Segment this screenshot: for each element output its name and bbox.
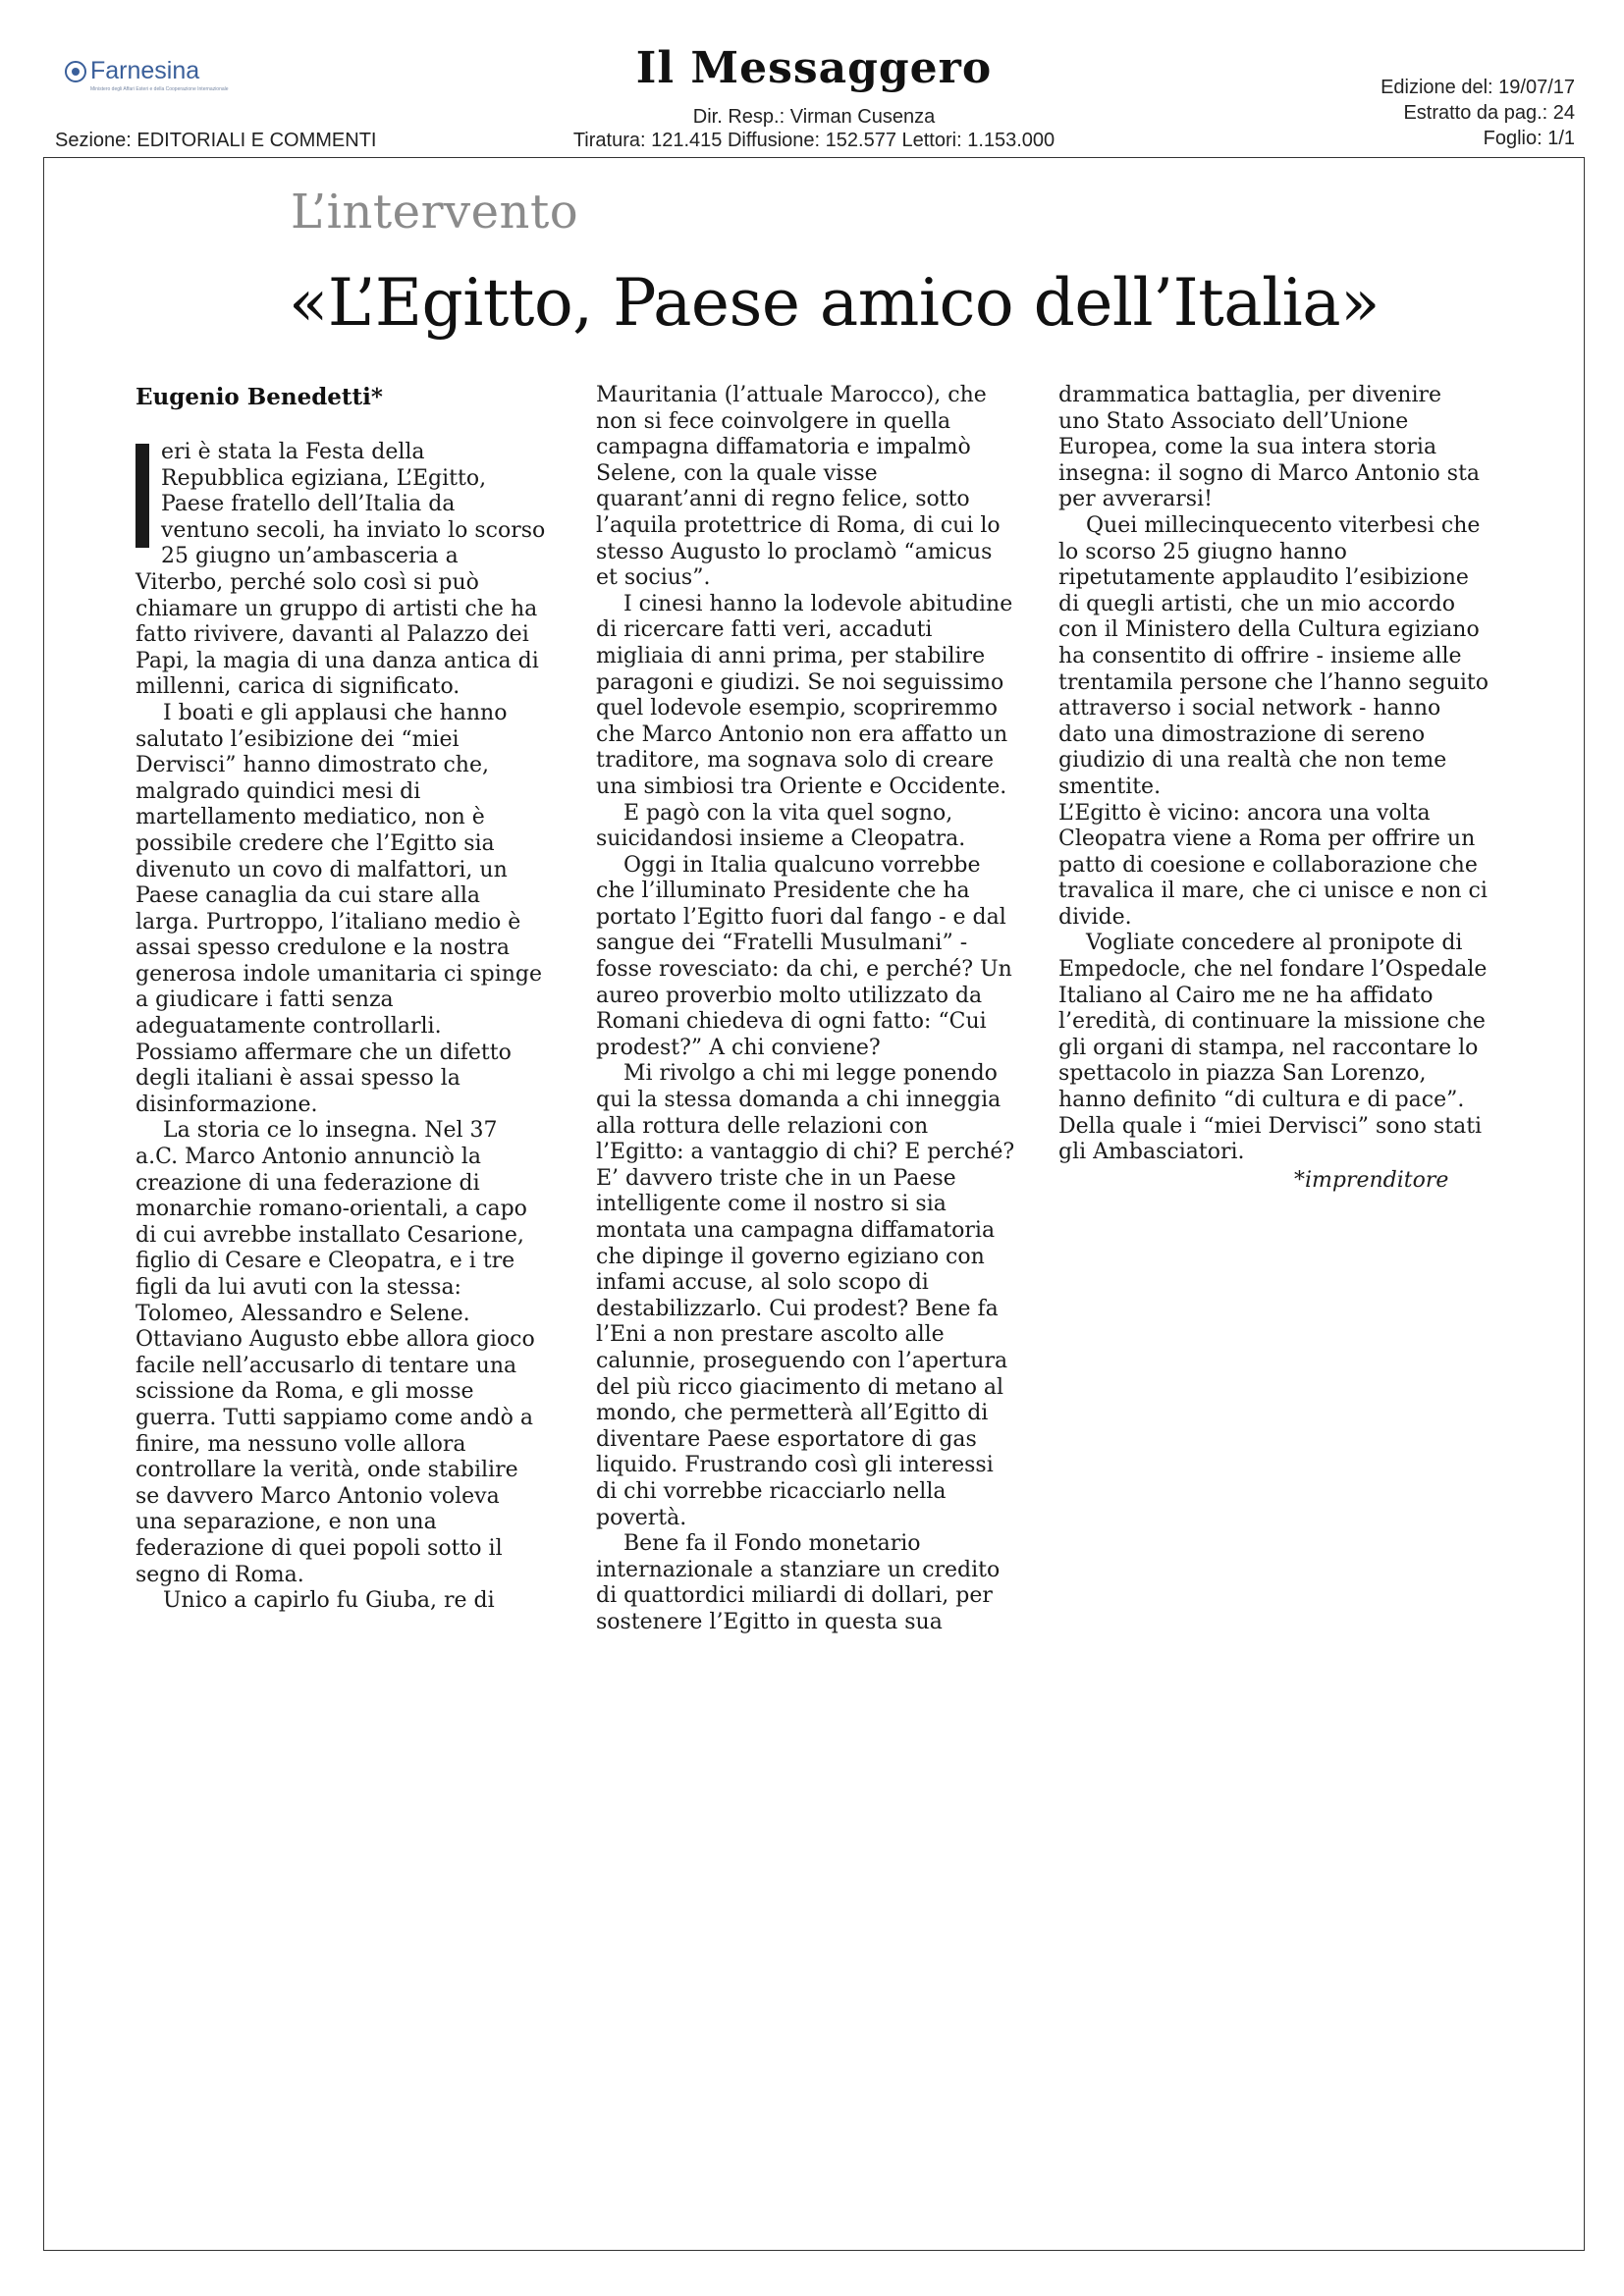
sheet-number: Foglio: 1/1 — [1483, 128, 1575, 149]
director-line: Dir. Resp.: Virman Cusenza — [692, 106, 936, 128]
paragraph: L’Egitto è vicino: ancora una volta Cleopatra viene a Roma per offrire un patto di coesione e collaborazione che travalica il mare, che ci unisce e non ci divide. — [1058, 800, 1488, 930]
paragraph: Unico a capirlo fu Giuba, re di — [163, 1588, 495, 1614]
dropcap-initial — [135, 444, 149, 548]
paragraph: I boati e gli applausi che hanno salutato l’esibizione dei “miei Dervisci” hanno dimostrato che, malgrado quindici mesi di martellamento mediatico, non è possibile credere che l’Egitto sia divenuto un covo di malfattori, un Paese canaglia da cui stare alla larga. Purtroppo, l’italiano medio è assai spesso credulone e la nostra generosa indole umanitaria ci spinge a giudicare i fatti senza adeguatamente controllarli. Possiamo affermare che un difetto degli italiani è assai spesso la disinformazione. — [135, 700, 543, 1117]
paragraph: E pagò con la vita quel sogno, suicidandosi insieme a Cleopatra. — [596, 800, 966, 852]
circulation-stats: Tiratura: 121.415 Diffusione: 152.577 Lettori: 1.153.000 — [572, 130, 1056, 151]
paragraph-text: eri è stata la Festa della Repubblica egiziana, L’Egitto, Paese fratello dell’Italia da ventuno secoli, ha inviato lo scorso 25 giugno un’ambasceria a Viterbo, perché solo così si può chiamare un gruppo di artisti che ha fatto rivivere, davanti al Palazzo dei Papi, la magia di una danza antica di millenni, carica di significato. — [135, 440, 546, 700]
paragraph: Mi rivolgo a chi mi legge ponendo qui la stessa domanda a chi inneggia alla rottura delle relazioni con l’Egitto: a vantaggio di chi? E perché? E’ davvero triste che in un Paese intelligente come il nostro si sia montata una campagna diffamatoria che dipinge il governo egiziano con infami accuse, al solo scopo di destabilizzarlo. Cui prodest? Bene fa l’Eni a non prestare ascolto alle calunnie, proseguendo con l’apertura del più ricco giacimento di metano al mondo, che permetterà all’Egitto di diventare Paese esportatore di gas liquido. Frustrando così gli interessi di chi vorrebbe ricacciarlo nella povertà. — [596, 1061, 1015, 1530]
article-rubric: L’intervento — [291, 185, 579, 240]
masthead — [593, 39, 1035, 129]
logo-tagline: Ministero degli Affari Esteri e della Cooperazione Internazionale — [90, 86, 229, 92]
newspaper-name: Il Messaggero — [635, 43, 993, 93]
paragraph: La storia ce lo insegna. Nel 37 a.C. Marco Antonio annunciò la creazione di una federazione di monarchie romano-orientali, a capo di cui avrebbe installato Cesarione, figlio di Cesare e Cleopatra, e i tre figli da lui avuti con la stessa: Tolomeo, Alessandro e Selene. Ottaviano Augusto ebbe allora gioco facile nell’accusarlo di tentare una scissione da Roma, e gli mosse guerra. Tutti sappiamo come andò a finire, ma nessuno volle allora controllare la verità, onde stabilire se davvero Marco Antonio voleva una separazione, e non una federazione di quei popoli sotto il segno di Roma. — [135, 1118, 535, 1587]
paragraph: Quei millecinquecento viterbesi che lo scorso 25 giugno hanno ripetutamente applaudito l’esibizione di quegli artisti, che un mio accordo con il Ministero della Cultura egiziano ha consentito di offrire - insieme alle trentamila persone che l’hanno seguito attraverso i social network - hanno dato una dimostrazione di sereno giudizio di una realtà che non teme smentite. — [1058, 512, 1489, 799]
paragraph: Mauritania (l’attuale Marocco), che non si fece coinvolgere in quella campagna diffamatoria e impalmò Selene, con la quale visse quarant’anni di regno felice, sotto l’aquila protettrice di Roma, di cui lo stesso Augusto lo proclamò “amicus et socius”. — [596, 383, 1001, 591]
farnesina-logo — [65, 57, 261, 106]
paragraph: I cinesi hanno la lodevole abitudine di ricercare fatti veri, accaduti migliaia di anni prima, per stabilire paragoni e giudizi. Se noi seguissimo quel lodevole esempio, scopriremmo che Marco Antonio non era affatto un traditore, ma sognava solo di creare una simbiosi tra Oriente e Occidente. — [596, 591, 1013, 799]
paragraph — [135, 440, 546, 701]
article-column-1 — [135, 440, 546, 1615]
logo-brand: Farnesina — [90, 57, 200, 84]
edition-info — [1380, 75, 1575, 151]
edition-date: Edizione del: 19/07/17 — [1380, 77, 1575, 98]
article-headline: «L’Egitto, Paese amico dell’Italia» — [289, 265, 1380, 341]
section-label: Sezione: EDITORIALI E COMMENTI — [55, 130, 377, 151]
extract-page: Estratto da pag.: 24 — [1403, 102, 1575, 124]
paragraph: Bene fa il Fondo monetario internazionale a stanziare un credito di quattordici miliardi di dollari, per sostenere l’Egitto in questa sua — [596, 1531, 1001, 1634]
article-byline: Eugenio Benedetti* — [135, 384, 383, 410]
article-column-3 — [1058, 383, 1489, 1166]
paragraph: Vogliate concedere al pronipote di Empedocle, che nel fondare l’Ospedale Italiano al Cairo me ne ha affidato l’eredità, di continuare la missione che gli organi di stampa, nel raccontare lo spettacolo in piazza San Lorenzo, hanno definito “di cultura e di pace”. Della quale i “miei Dervisci” sono stati gli Ambasciatori. — [1058, 931, 1488, 1165]
paragraph: drammatica battaglia, per divenire uno Stato Associato dell’Unione Europea, come la sua intera storia insegna: il sogno di Marco Antonio sta per avverarsi! — [1058, 383, 1481, 512]
republic-emblem-icon — [65, 61, 86, 82]
author-note: *imprenditore — [1294, 1168, 1449, 1193]
clipping-header — [43, 39, 1585, 153]
article-column-2 — [596, 383, 1018, 1636]
paragraph: Oggi in Italia qualcuno vorrebbe che l’illuminato Presidente che ha portato l’Egitto fuori dal fango - e dal sangue dei “Fratelli Musulmani” - fosse rovesciato: da chi, e perché? Un aureo proverbio molto utilizzato da Romani chiedeva di ogni fatto: “Cui prodest?” A chi conviene? — [596, 852, 1012, 1060]
